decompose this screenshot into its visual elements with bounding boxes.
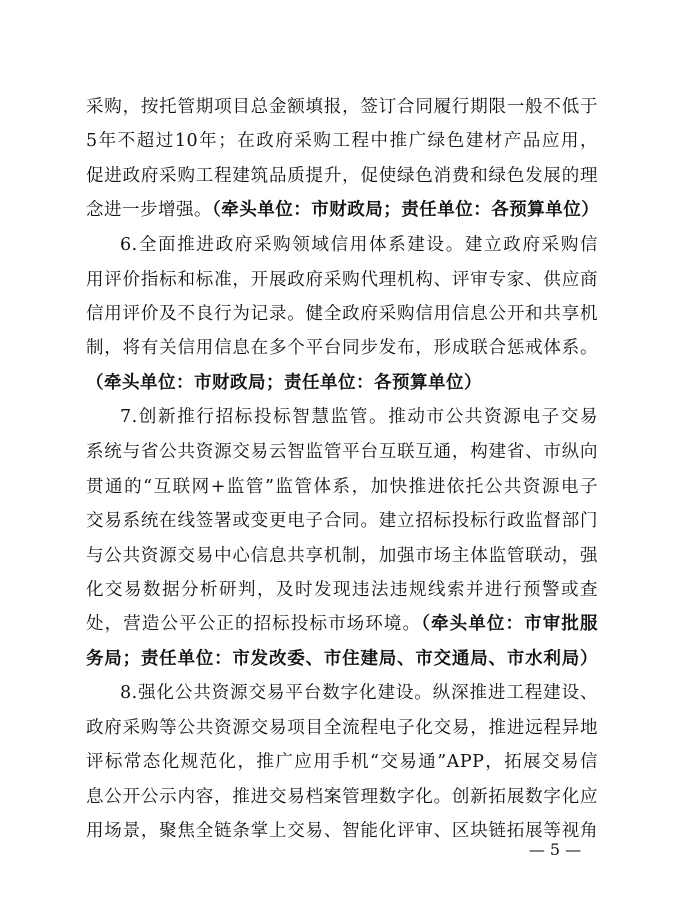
paragraph-line: 交易系统在线签署或变更电子合同。建立招标投标行政监督部门	[86, 511, 598, 531]
paragraph-line: 贯通的“互联网+监管”监管体系，加快推进依托公共资源电子	[86, 477, 598, 497]
paragraph-line: 息公开公示内容，推进交易档案管理数字化。创新拓展数字化应	[86, 787, 598, 807]
paragraph-line: 政府采购等公共资源交易项目全流程电子化交易，推进远程异地	[86, 718, 598, 738]
paragraph-line: 用场景，聚焦全链条掌上交易、智能化评审、区块链拓展等视角	[86, 821, 598, 841]
paragraph-line: 系统与省公共资源交易云智监管平台互联互通，构建省、市纵向	[86, 442, 598, 462]
responsibility-note: 务局；责任单位：市发改委、市住建局、市交通局、市水利局）	[86, 649, 598, 669]
paragraph-line: 信用评价及不良行为记录。健全政府采购信用信息公开和共享机	[86, 304, 598, 324]
line-text: 处，营造公平公正的招标投标市场环境。	[86, 614, 422, 634]
paragraph-line: 8.强化公共资源交易平台数字化建设。纵深推进工程建设、	[120, 683, 598, 703]
paragraph-line: 用评价指标和标准，开展政府采购代理机构、评审专家、供应商	[86, 270, 598, 290]
paragraph-line: 6.全面推进政府采购领域信用体系建设。建立政府采购信	[120, 235, 598, 255]
paragraph-line: 制，将有关信用信息在多个平台同步发布，形成联合惩戒体系。	[86, 338, 598, 358]
responsibility-note: （牵头单位：市审批服	[421, 614, 599, 634]
paragraph-line	[86, 614, 598, 634]
paragraph-line: 5年不超过10年；在政府采购工程中推广绿色建材产品应用，	[86, 131, 598, 151]
paragraph-line: 促进政府采购工程建筑品质提升，促使绿色消费和绿色发展的理	[86, 166, 598, 186]
paragraph-line	[86, 200, 598, 220]
paragraph-line: 采购，按托管期项目总金额填报，签订合同履行期限一般不低于	[86, 97, 598, 117]
line-text: 念进一步增强。	[86, 200, 212, 220]
paragraph-line: 评标常态化规范化，推广应用手机“交易通”APP，拓展交易信	[86, 752, 598, 772]
responsibility-note: （牵头单位：市财政局；责任单位：各预算单位）	[86, 373, 482, 393]
responsibility-note: （牵头单位：市财政局；责任单位：各预算单位）	[212, 200, 600, 220]
paragraph-line: 化交易数据分析研判，及时发现违法违规线索并进行预警或查	[86, 580, 598, 600]
page-number: — 5 —	[528, 840, 582, 859]
paragraph-line: 与公共资源交易中心信息共享机制，加强市场主体监管联动，强	[86, 546, 598, 566]
paragraph-line: 7.创新推行招标投标智慧监管。推动市公共资源电子交易	[120, 407, 598, 427]
